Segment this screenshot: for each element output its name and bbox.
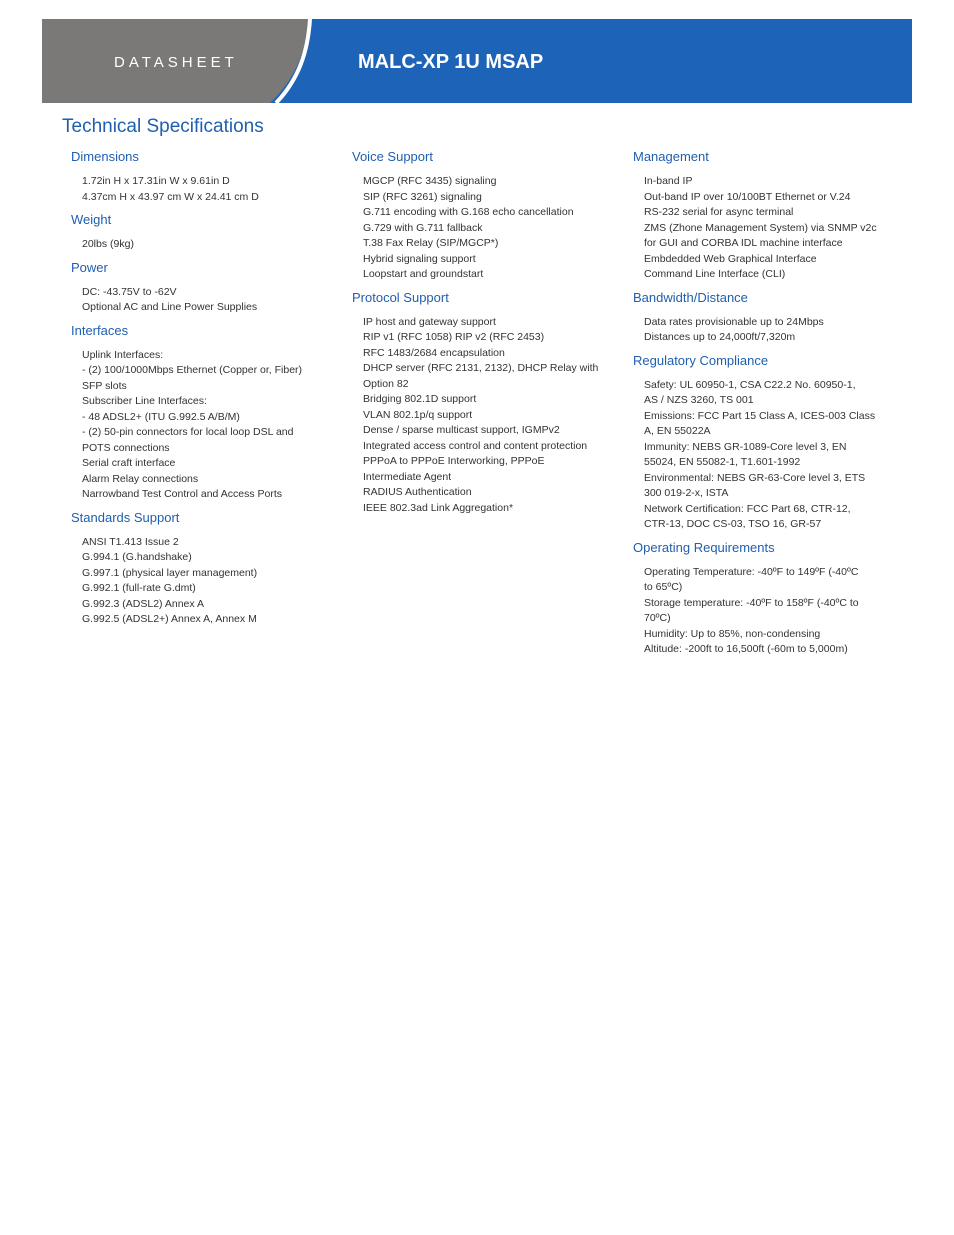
spec-line: Option 82	[363, 377, 409, 390]
section-list	[644, 174, 893, 283]
header-banner	[42, 19, 912, 103]
section-list	[82, 237, 331, 253]
spec-line: Optional AC and Line Power Supplies	[82, 301, 258, 313]
spec-line: Subscriber Line Interfaces:	[82, 395, 207, 407]
section-list	[82, 285, 331, 316]
section-heading: Power	[71, 259, 108, 275]
spec-line: Hybrid signaling support	[363, 252, 476, 265]
spec-line: Network Certification: FCC Part 68, CTR-12,	[644, 502, 851, 515]
spec-column-3	[633, 148, 893, 664]
spec-line: Operating Temperature: -40ºF to 149ºF (-40ºC	[644, 565, 859, 578]
spec-line: Data rates provisionable up to 24Mbps	[644, 315, 824, 328]
spec-line: Humidity: Up to 85%, non-condensing	[644, 627, 821, 640]
section-heading: Standards Support	[71, 509, 180, 525]
spec-line: - 48 ADSL2+ (ITU G.992.5 A/B/M)	[82, 410, 240, 423]
spec-line: RFC 1483/2684 encapsulation	[363, 346, 505, 359]
spec-line: - (2) 50-pin connectors for local loop DSL and	[82, 426, 294, 438]
spec-line: Command Line Interface (CLI)	[644, 268, 786, 280]
spec-line: IP host and gateway support	[363, 315, 496, 328]
spec-line: 20lbs (9kg)	[82, 238, 134, 250]
spec-line: G.729 with G.711 fallback	[363, 221, 483, 234]
spec-line: SFP slots	[82, 379, 127, 392]
spec-line: Environmental: NEBS GR-63-Core level 3, ETS	[644, 471, 866, 484]
spec-line: Distances up to 24,000ft/7,320m	[644, 331, 796, 343]
spec-line: 4.37cm H x 43.97 cm W x 24.41 cm D	[82, 190, 259, 203]
datasheet-label: DATASHEET	[114, 54, 238, 71]
spec-line: G.711 encoding with G.168 echo cancellation	[363, 206, 574, 218]
spec-line: Intermediate Agent	[363, 470, 452, 483]
section-list	[82, 348, 331, 503]
section-heading: Voice Support	[352, 149, 433, 164]
spec-line: Narrowband Test Control and Access Ports	[82, 488, 282, 500]
spec-line: Integrated access control and content protection	[363, 439, 588, 452]
spec-line: CTR-13, DOC CS-03, TSO 16, GR-57	[644, 518, 822, 530]
section-list	[82, 174, 331, 205]
spec-line: G.992.5 (ADSL2+) Annex A, Annex M	[82, 613, 257, 625]
section-list	[363, 174, 612, 283]
section-heading: Interfaces	[71, 322, 129, 338]
section-heading: Weight	[71, 212, 112, 227]
section-heading: Dimensions	[71, 149, 139, 164]
spec-line: Uplink Interfaces:	[82, 348, 164, 361]
section-heading: Protocol Support	[352, 289, 449, 305]
spec-line: to 65ºC)	[644, 581, 683, 593]
spec-line: POTS connections	[82, 441, 170, 454]
spec-line: RIP v1 (RFC 1058) RIP v2 (RFC 2453)	[363, 331, 545, 343]
spec-line: IEEE 802.3ad Link Aggregation*	[363, 501, 514, 514]
spec-line: 1.72in H x 17.31in W x 9.61in D	[82, 175, 230, 187]
page-title: Technical Specifications	[62, 116, 264, 137]
section-list	[363, 315, 612, 517]
section-heading: Regulatory Compliance	[633, 352, 769, 368]
spec-line: 300 019-2-x, ISTA	[644, 487, 729, 499]
spec-column-2	[352, 148, 612, 522]
spec-line: ZMS (Zhone Management System) via SNMP v2c	[644, 221, 877, 234]
section-heading: Bandwidth/Distance	[633, 289, 748, 305]
product-title: MALC-XP 1U MSAP	[358, 51, 544, 73]
spec-line: DHCP server (RFC 2131, 2132), DHCP Relay with	[363, 362, 599, 374]
spec-line: G.992.3 (ADSL2) Annex A	[82, 597, 204, 610]
spec-line: AS / NZS 3260, TS 001	[644, 394, 754, 406]
spec-line: G.994.1 (G.handshake)	[82, 551, 192, 563]
spec-line: PPPoA to PPPoE Interworking, PPPoE	[363, 455, 545, 467]
spec-line: RADIUS Authentication	[363, 486, 472, 498]
section-list	[82, 535, 331, 628]
spec-line: Safety: UL 60950-1, CSA C22.2 No. 60950-1,	[644, 378, 856, 391]
spec-line: Immunity: NEBS GR-1089-Core level 3, EN	[644, 440, 847, 453]
spec-line: Bridging 802.1D support	[363, 393, 477, 405]
section-list	[644, 315, 893, 346]
section-heading: Management	[633, 149, 709, 164]
spec-line: Altitude: -200ft to 16,500ft (-60m to 5,000m)	[644, 643, 848, 655]
spec-line: 70ºC)	[644, 612, 671, 624]
spec-line: Out-band IP over 10/100BT Ethernet or V.24	[644, 190, 851, 203]
spec-line: In-band IP	[644, 175, 693, 187]
section-list	[644, 565, 893, 658]
spec-line: MGCP (RFC 3435) signaling	[363, 175, 497, 187]
spec-line: Alarm Relay connections	[82, 472, 199, 485]
spec-line: RS-232 serial for async terminal	[644, 206, 794, 218]
spec-line: T.38 Fax Relay (SIP/MGCP*)	[363, 237, 499, 249]
spec-line: ANSI T1.413 Issue 2	[82, 535, 179, 548]
section-list	[644, 378, 893, 533]
spec-line: Serial craft interface	[82, 457, 176, 469]
section-heading: Operating Requirements	[633, 539, 775, 555]
spec-line: Embdedded Web Graphical Interface	[644, 252, 817, 265]
spec-line: G.992.1 (full-rate G.dmt)	[82, 582, 196, 594]
spec-line: VLAN 802.1p/q support	[363, 408, 473, 421]
spec-line: SIP (RFC 3261) signaling	[363, 190, 482, 203]
spec-line: G.997.1 (physical layer management)	[82, 566, 258, 579]
spec-line: for GUI and CORBA IDL machine interface	[644, 237, 843, 249]
spec-line: 55024, EN 55082-1, T1.601-1992	[644, 456, 801, 468]
spec-line: Loopstart and groundstart	[363, 268, 484, 280]
spec-line: - (2) 100/1000Mbps Ethernet (Copper or, Fiber)	[82, 364, 303, 376]
spec-line: DC: -43.75V to -62V	[82, 285, 177, 298]
spec-column-1	[71, 148, 331, 634]
spec-line: Storage temperature: -40ºF to 158ºF (-40ºC to	[644, 596, 859, 609]
spec-line: A, EN 55022A	[644, 425, 711, 437]
spec-line: Emissions: FCC Part 15 Class A, ICES-003 Class	[644, 409, 876, 422]
spec-line: Dense / sparse multicast support, IGMPv2	[363, 424, 560, 436]
